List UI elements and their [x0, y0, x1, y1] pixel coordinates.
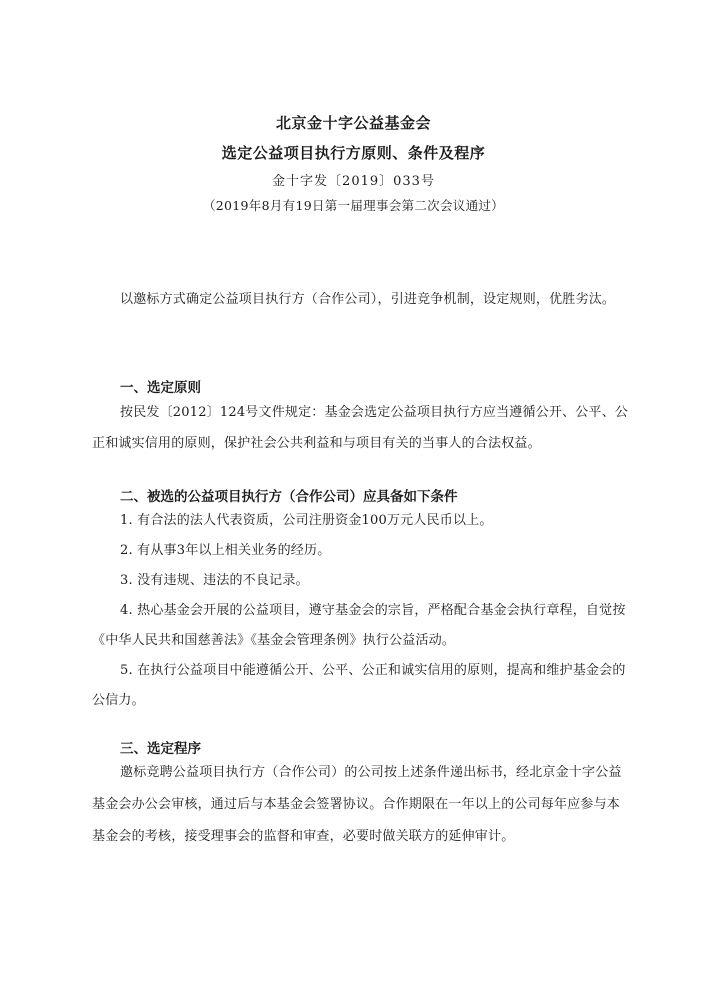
document-title-organization: 北京金十字公益基金会: [275, 114, 431, 132]
list-item: 4. 热心基金会开展的公益项目，遵守基金会的宗旨，严格配合基金会执行章程，自觉按《中华人民共和国慈善法》《基金会管理条例》执行公益活动。: [92, 603, 626, 648]
meeting-approval-note: （2019年8月有19日第一届理事会第二次会议通过）: [203, 198, 504, 213]
document-number: 金十字发〔2019〕033号: [272, 174, 435, 189]
list-item: 5. 在执行公益项目中能遵循公开、公平、公正和诚实信用的原则，提高和维护基金会的公信力。: [92, 663, 626, 708]
list-item: 2. 有从事3年以上相关业务的经历。: [120, 543, 331, 558]
conditions-list: [92, 506, 632, 716]
document-title-subject: 选定公益项目执行方原则、条件及程序: [221, 144, 486, 162]
section-heading-conditions: 二、被选的公益项目执行方（合作公司）应具备如下条件: [120, 489, 458, 505]
section-heading-principles: 一、选定原则: [120, 380, 201, 396]
section-heading-procedure: 三、选定程序: [120, 741, 201, 757]
principles-paragraph: 按民发〔2012〕124号文件规定：基金会选定公益项目执行方应当遵循公开、公平、公正和诚实信用的原则，保护社会公共利益和与项目有关的当事人的合法权益。: [92, 405, 629, 451]
list-item: 3. 没有违规、违法的不良记录。: [120, 573, 309, 588]
procedure-paragraph: 邀标竞聘公益项目执行方（合作公司）的公司按上述条件递出标书，经北京金十字公益基金会办公会审核，通过后与本基金会签署协议。合作期限在一年以上的公司每年应参与本基金会的考核，接受理事会的监督和审查，必要时做关联方的延伸审计。: [92, 765, 622, 844]
list-item: 1. 有合法的法人代表资质，公司注册资金100万元人民币以上。: [120, 513, 493, 528]
intro-paragraph: 以邀标方式确定公益项目执行方（合作公司），引进竞争机制，设定规则，优胜劣汰。: [120, 292, 616, 307]
